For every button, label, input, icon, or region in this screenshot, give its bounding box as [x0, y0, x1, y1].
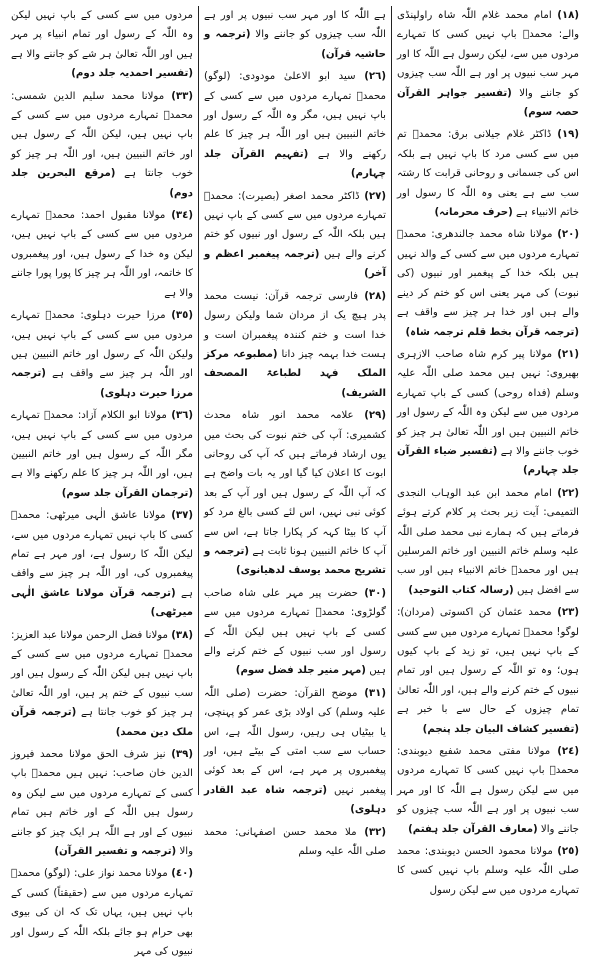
entry-number: (٣٢) [364, 826, 386, 838]
entry-source: (ترجمہ و تفسیر القرآن) [54, 846, 177, 858]
entry-text: امام محمد غلام اللّٰہ شاہ راولپنڈی والے: محمدؐ باپ نہیں کسی کا تمہارے مردوں میں سے، لیکن رسول ہے اللّٰہ کا اور مہر سب نبیوں پر اور ہے اللّٰہ سب چیزوں کو جاننے والا [397, 10, 579, 99]
entry-source: (مرقع البحرین جلد دوم) [11, 168, 193, 199]
translation-entry [11, 406, 193, 503]
entry-source: (ترجمہ مرزا حیرت دہلوی) [11, 368, 193, 399]
translation-entry [204, 406, 386, 581]
entry-number: (٣٤) [171, 210, 193, 222]
entry-text: موضح القرآن: حضرت (صلی اللّٰہ علیہ وسلم) کی اولاد بڑی عمر کو پہنچی، یا بیٹیاں ہی رہیں، رسول اللّٰہ ہے، اس حساب سے سب امتی کے بیٹے ہیں، اور پیغمبروں پر مہر ہے، اس کے بعد کوئی پیغمبر نہیں [204, 687, 386, 796]
entry-source: (تفسیر ضیاء القرآن جلد چہارم) [397, 445, 579, 477]
entry-source: (تفسیر جواہر القرآن حصہ سوم) [397, 87, 579, 119]
entry-number: (٣١) [364, 687, 386, 699]
entry-text: مرزا حیرت دہلوی: محمدؐ تمہارے مردوں میں سے کسی کے باپ نہیں ہیں، ولیکن اللّٰہ کے رسول اور خاتم النبیین ہیں اور اللّٰہ ہر چیز سے واقف ہے [11, 310, 193, 380]
entry-text: امام محمد ابن عبد الوہاب النجدی التمیمی: آیت زیر بحث پر کلام کرتے ہوئے فرماتے ہیں کہ ہمارے نبی محمد صلی اللّٰہ علیہ وسلم خاتم النبیین اور خاتم المرسلین ہیں اور محمدؐ خاتم الانبیاء ہیں اور سب سے افضل ہیں [397, 487, 579, 596]
entry-text: مولانا محمد سلیم الدین شمسی: محمدؐ تمہارے مردوں میں سے کسی کے باپ نہیں ہیں، لیکن اللّٰہ کے رسول ہیں اور خاتم النبیین ہیں، اور اللّٰہ ہر چیز کو خوب جانتا ہے [11, 90, 194, 180]
column-middle [199, 6, 392, 858]
entry-paragraph [204, 823, 386, 862]
entry-text: نیز شرف الحق مولانا محمد فیروز الدین خان صاحب: نہیں ہیں محمدؐ باپ کسی کے تمہارے مردوں میں سے لیکن وہ رسول ہیں اللّٰہ کے اور خاتم ہیں تمام نبیوں کے اور ہے اللّٰہ ہر ایک چیز کو جاننے والا [11, 749, 193, 858]
entry-source: (ترجمہ قرآن مولانا عاشق الٰہی میرٹھی) [11, 587, 193, 619]
entry-paragraph [397, 125, 579, 222]
entry-text: ڈاکٹر محمد اصغر (بصیرت): محمدؐ تمہارے مردوں میں سے کسی کے باپ نہیں ہیں بلکہ اللّٰہ کے رسول اور نبیوں کو ختم کرنے والے ہیں [204, 190, 386, 260]
entry-source: (ترجمہ قرآن بخط قلم ترجمہ شاہ) [405, 326, 579, 338]
entry-paragraph [204, 6, 386, 64]
entry-number: (٢٦) [364, 71, 386, 83]
translation-entry [204, 6, 386, 64]
translation-entry [397, 6, 579, 122]
entry-text: حضرت پیر مہر علی شاہ صاحب گولڑوی: محمدؐ تمہارے مردوں میں سے کسی کے باپ نہیں ہیں لیکن اللّٰہ کے رسول اور سب نبیوں کے ختم کرنے والے ہیں [204, 587, 386, 677]
translation-entry [397, 742, 579, 839]
entry-paragraph [397, 603, 579, 739]
entry-source: (مہر منیر جلد فضل سوم) [235, 665, 366, 677]
translation-entry [204, 187, 386, 284]
entry-paragraph [11, 626, 193, 742]
entry-source: (ترجمہ قرآن ملک دین محمد) [11, 707, 193, 738]
translation-entry [11, 864, 193, 961]
entry-text: سید ابو الاعلیٰ مودودی: (لوگو) محمدؐ تمہارے مردوں میں سے کسی کے باپ نہیں ہیں، مگر وہ اللّٰہ کے رسول اور خاتم النبیین ہیں اور اللّٰہ ہر چیز کا علم رکھنے والا ہے [204, 71, 386, 160]
entry-text: مولانا ابو الکلام آزاد: محمدؐ تمہارے مردوں میں سے کسی کے باپ نہیں ہیں، مگر اللّٰہ کے رسول ہیں اور خاتم النبیین ہیں، اور اللّٰہ ہر چیز کا علم رکھنے والا ہے [11, 410, 193, 480]
entry-text: ڈاکٹر غلام جیلانی برق: محمدؐ تم میں سے کسی مرد کا باپ نہیں ہے بلکہ اس کی جسمانی و روحانی قرابت کا رشتہ سب سے ہے یعنی وہ اللّٰہ کا رسول اور خاتم الانبیاء ہے [397, 129, 579, 219]
entry-text: مولانا پیر کرم شاہ صاحب الازہری بھیروی: نہیں ہیں محمد صلی اللّٰہ علیہ وسلم (فداہ روحی) کسی کے باپ تمہارے مردوں میں سے لیکن وہ اللّٰہ کے رسول اور خاتم النبیین ہیں اور اللّٰہ تعالیٰ ہر چیز کو خوب جاننے والا ہے [397, 348, 579, 457]
entry-number: (٣٦) [171, 410, 193, 422]
entry-paragraph [204, 67, 386, 183]
entry-paragraph [204, 287, 386, 403]
translation-entry [204, 287, 386, 403]
entry-number: (٣٨) [171, 629, 193, 641]
entry-source: (ترجمہ و حاشیہ قرآن) [204, 29, 386, 60]
entry-number: (٢١) [557, 348, 579, 360]
entry-number: (١٨) [557, 10, 579, 21]
entry-paragraph [11, 87, 193, 203]
entry-source: (تفسیر کشاف البیان جلد پنجم) [422, 723, 579, 735]
entry-source: (تفسیر احمدیہ جلد دوم) [71, 68, 193, 80]
translation-entry [397, 345, 579, 481]
entry-paragraph [11, 745, 193, 861]
entry-paragraph [397, 345, 579, 481]
translation-entry [11, 306, 193, 403]
entry-number: (٣٣) [171, 90, 193, 102]
translation-entry [397, 484, 579, 600]
entry-text: مولانا محمد نواز علی: (لوگو) محمدؐ تمہارے مردوں میں سے (حقیقتاً) کسی کے باپ نہیں ہیں، یہاں تک کہ ان کی بیوی بھی حرام ہو جائے بلکہ اللّٰہ کے رسول اور نبیوں کی مہر [11, 868, 193, 958]
entry-number: (٤٠) [171, 868, 193, 880]
translation-entry [11, 745, 193, 861]
column-left [6, 6, 199, 958]
entry-paragraph [397, 842, 579, 900]
entry-paragraph [11, 306, 193, 403]
entry-number: (١٩) [557, 129, 579, 141]
entry-text: مولانا مفتی محمد شفیع دیوبندی: محمدؐ باپ نہیں کسی کا تمہارے مردوں میں سے لیکن رسول ہے اللّٰہ کا اور مہر سب نبیوں پر اور ہے اللّٰہ سب چیزوں کو جاننے والا [397, 746, 579, 835]
entry-paragraph [11, 406, 193, 503]
entry-paragraph [204, 584, 386, 681]
entry-paragraph [11, 506, 193, 622]
entry-text: علامہ محمد انور شاہ محدث کشمیری: آپ کی ختم نبوت کی بحث میں یوں ارشاد فرماتے ہیں کہ آپ کی روحانی ابوت کا اعلان کیا گیا اور یہ بات واضح ہے کہ آپ اللّٰہ کے رسول ہیں اور آپ کے بعد کوئی نبی نہیں، اس لئے کسی بالغ مرد کو آپ کا بیٹا کہہ کر پکارا جاتا ہے، اس سے آپ کا خاتم النبیین ہونا ثابت ہے [204, 410, 386, 557]
column-right [392, 6, 584, 896]
entry-text: ہے اللّٰہ کا اور مہر سب نبیوں پر اور ہے اللّٰہ سب چیزوں کو جاننے والا [204, 10, 386, 41]
translation-entry [11, 87, 193, 203]
translation-entry [204, 823, 386, 862]
entry-paragraph [11, 206, 193, 303]
entry-paragraph [204, 187, 386, 284]
entry-text: مولانا شاہ محمد جالندھری: محمدؐ تمہارے مردوں میں سے کسی کے والد نہیں ہیں بلکہ خدا کے پیغمبر اور نبیوں (کی نبوت) کی مہر یعنی اس کو ختم کر دینے والے ہیں اور خدا ہر چیز سے واقف ہے [397, 229, 579, 319]
translation-entry [397, 125, 579, 222]
entry-number: (٢٣) [557, 607, 579, 619]
entry-paragraph [11, 6, 193, 84]
entry-number: (٢٤) [557, 746, 579, 758]
translation-entry [397, 225, 579, 341]
entry-source: (معارف القرآن جلد ہفتم) [408, 823, 538, 835]
entry-paragraph [204, 406, 386, 581]
translation-entry [204, 684, 386, 820]
translation-entry [11, 626, 193, 742]
entry-text: مولانا فضل الرحمن مولانا عبد العزیز: محمدؐ تمہارے مردوں میں سے کسی کے باپ نہیں ہیں لیکن اللّٰہ کے رسول ہیں اور سب نبیوں کے ختم پر ہیں، اور اللّٰہ تعالیٰ ہر چیز کو خوب جانتا ہے [11, 629, 193, 719]
translation-entry [11, 506, 193, 622]
entry-number: (٢٠) [557, 229, 579, 241]
translation-entry [204, 584, 386, 681]
entry-source: (ترجمہ پیغمبر اعظم و آخر) [204, 248, 386, 280]
translation-entry [11, 206, 193, 303]
entry-number: (٣٩) [171, 749, 193, 761]
entry-source: (مطبوعہ مرکز الملک فہد لطباعۃ المصحف الشریف) [204, 348, 386, 399]
entry-text: مولانا عاشق الٰہی میرٹھی: محمدؐ کسی کا باپ نہیں تمہارے مردوں میں سے، لیکن اللّٰہ کا رسول ہے، اور مہر ہے تمام پیغمبروں کی، اور اللّٰہ ہر چیز سے واقف ہے [11, 510, 193, 599]
entry-number: (٣٥) [171, 310, 194, 322]
entry-number: (٢٩) [364, 410, 386, 422]
entry-paragraph [397, 484, 579, 600]
entry-text: مولانا محمود الحسن دیوبندی: محمد صلی اللّٰہ علیہ وسلم باپ نہیں کسی کا تمہارے مردوں میں سے لیکن رسول [397, 846, 579, 896]
translation-entry [397, 842, 579, 900]
entry-source: (رسالہ کتاب التوحید) [408, 584, 514, 596]
entry-text: مردوں میں سے کسی کے باپ نہیں لیکن وہ اللّٰہ کے رسول اور تمام انبیاء پر مہر ہیں اور اللّٰہ تعالیٰ ہر شے کو جاننے والا ہے [11, 10, 193, 60]
entry-paragraph [397, 742, 579, 839]
entry-source: (ترجمہ شاہ عبد القادر دہلوی) [204, 784, 386, 816]
entry-number: (٢٢) [557, 487, 579, 499]
entry-text: فارسی ترجمہ قرآن: نیست محمد پدر ہیچ یک از مردان شما ولیکن رسول خدا است و ختم کنندہ پیغمبران است و ہست خدا بہمہ چیز دانا [204, 290, 386, 360]
entry-number: (٢٧) [364, 190, 386, 202]
entry-source: (تفہیم القرآن جلد چہارم) [204, 148, 386, 180]
entry-text: مولانا مقبول احمد: محمدؐ تمہارے مردوں میں سے کسی کے باپ نہیں ہیں، لیکن وہ خدا کے رسول ہیں، اور پیغمبروں کا خاتمہ، اور اللّٰہ ہر چیز کا پورا پورا جاننے والا ہے [11, 210, 193, 299]
entry-paragraph [397, 6, 579, 122]
translation-entry [204, 67, 386, 183]
entry-number: (٢٥) [557, 846, 579, 858]
entry-text: محمد عثمان کن اکسوتی (مردان): لوگو! محمدؐ تمہارے مردوں میں سے کسی کے باپ نہیں ہیں، تو زید کے باپ کیوں ہوں؛ وہ تو اللّٰہ کے رسول ہیں اور تمام نبیوں کے ختم کرنے والے ہیں، اور اللّٰہ تعالیٰ تمام چیزوں کے حال سے با خبر ہے [397, 607, 579, 716]
entry-paragraph [204, 684, 386, 820]
entry-number: (٣٠) [364, 587, 386, 599]
translation-entry [11, 6, 193, 84]
entry-paragraph [11, 864, 193, 961]
entry-source: (ترجمہ و تشریح محمد یوسف لدھیانوی) [204, 545, 386, 577]
translation-entry [397, 603, 579, 739]
entry-source: (حرف محرمانہ) [434, 207, 513, 219]
entry-number: (٣٧) [171, 510, 193, 522]
entry-number: (٢٨) [364, 290, 386, 302]
entry-text: ملا محمد حسن اصفہانی: محمد صلی اللّٰہ علیہ وسلم [204, 826, 386, 858]
entry-paragraph [397, 225, 579, 341]
entry-source: (ترجمان القرآن جلد سوم) [61, 487, 193, 499]
